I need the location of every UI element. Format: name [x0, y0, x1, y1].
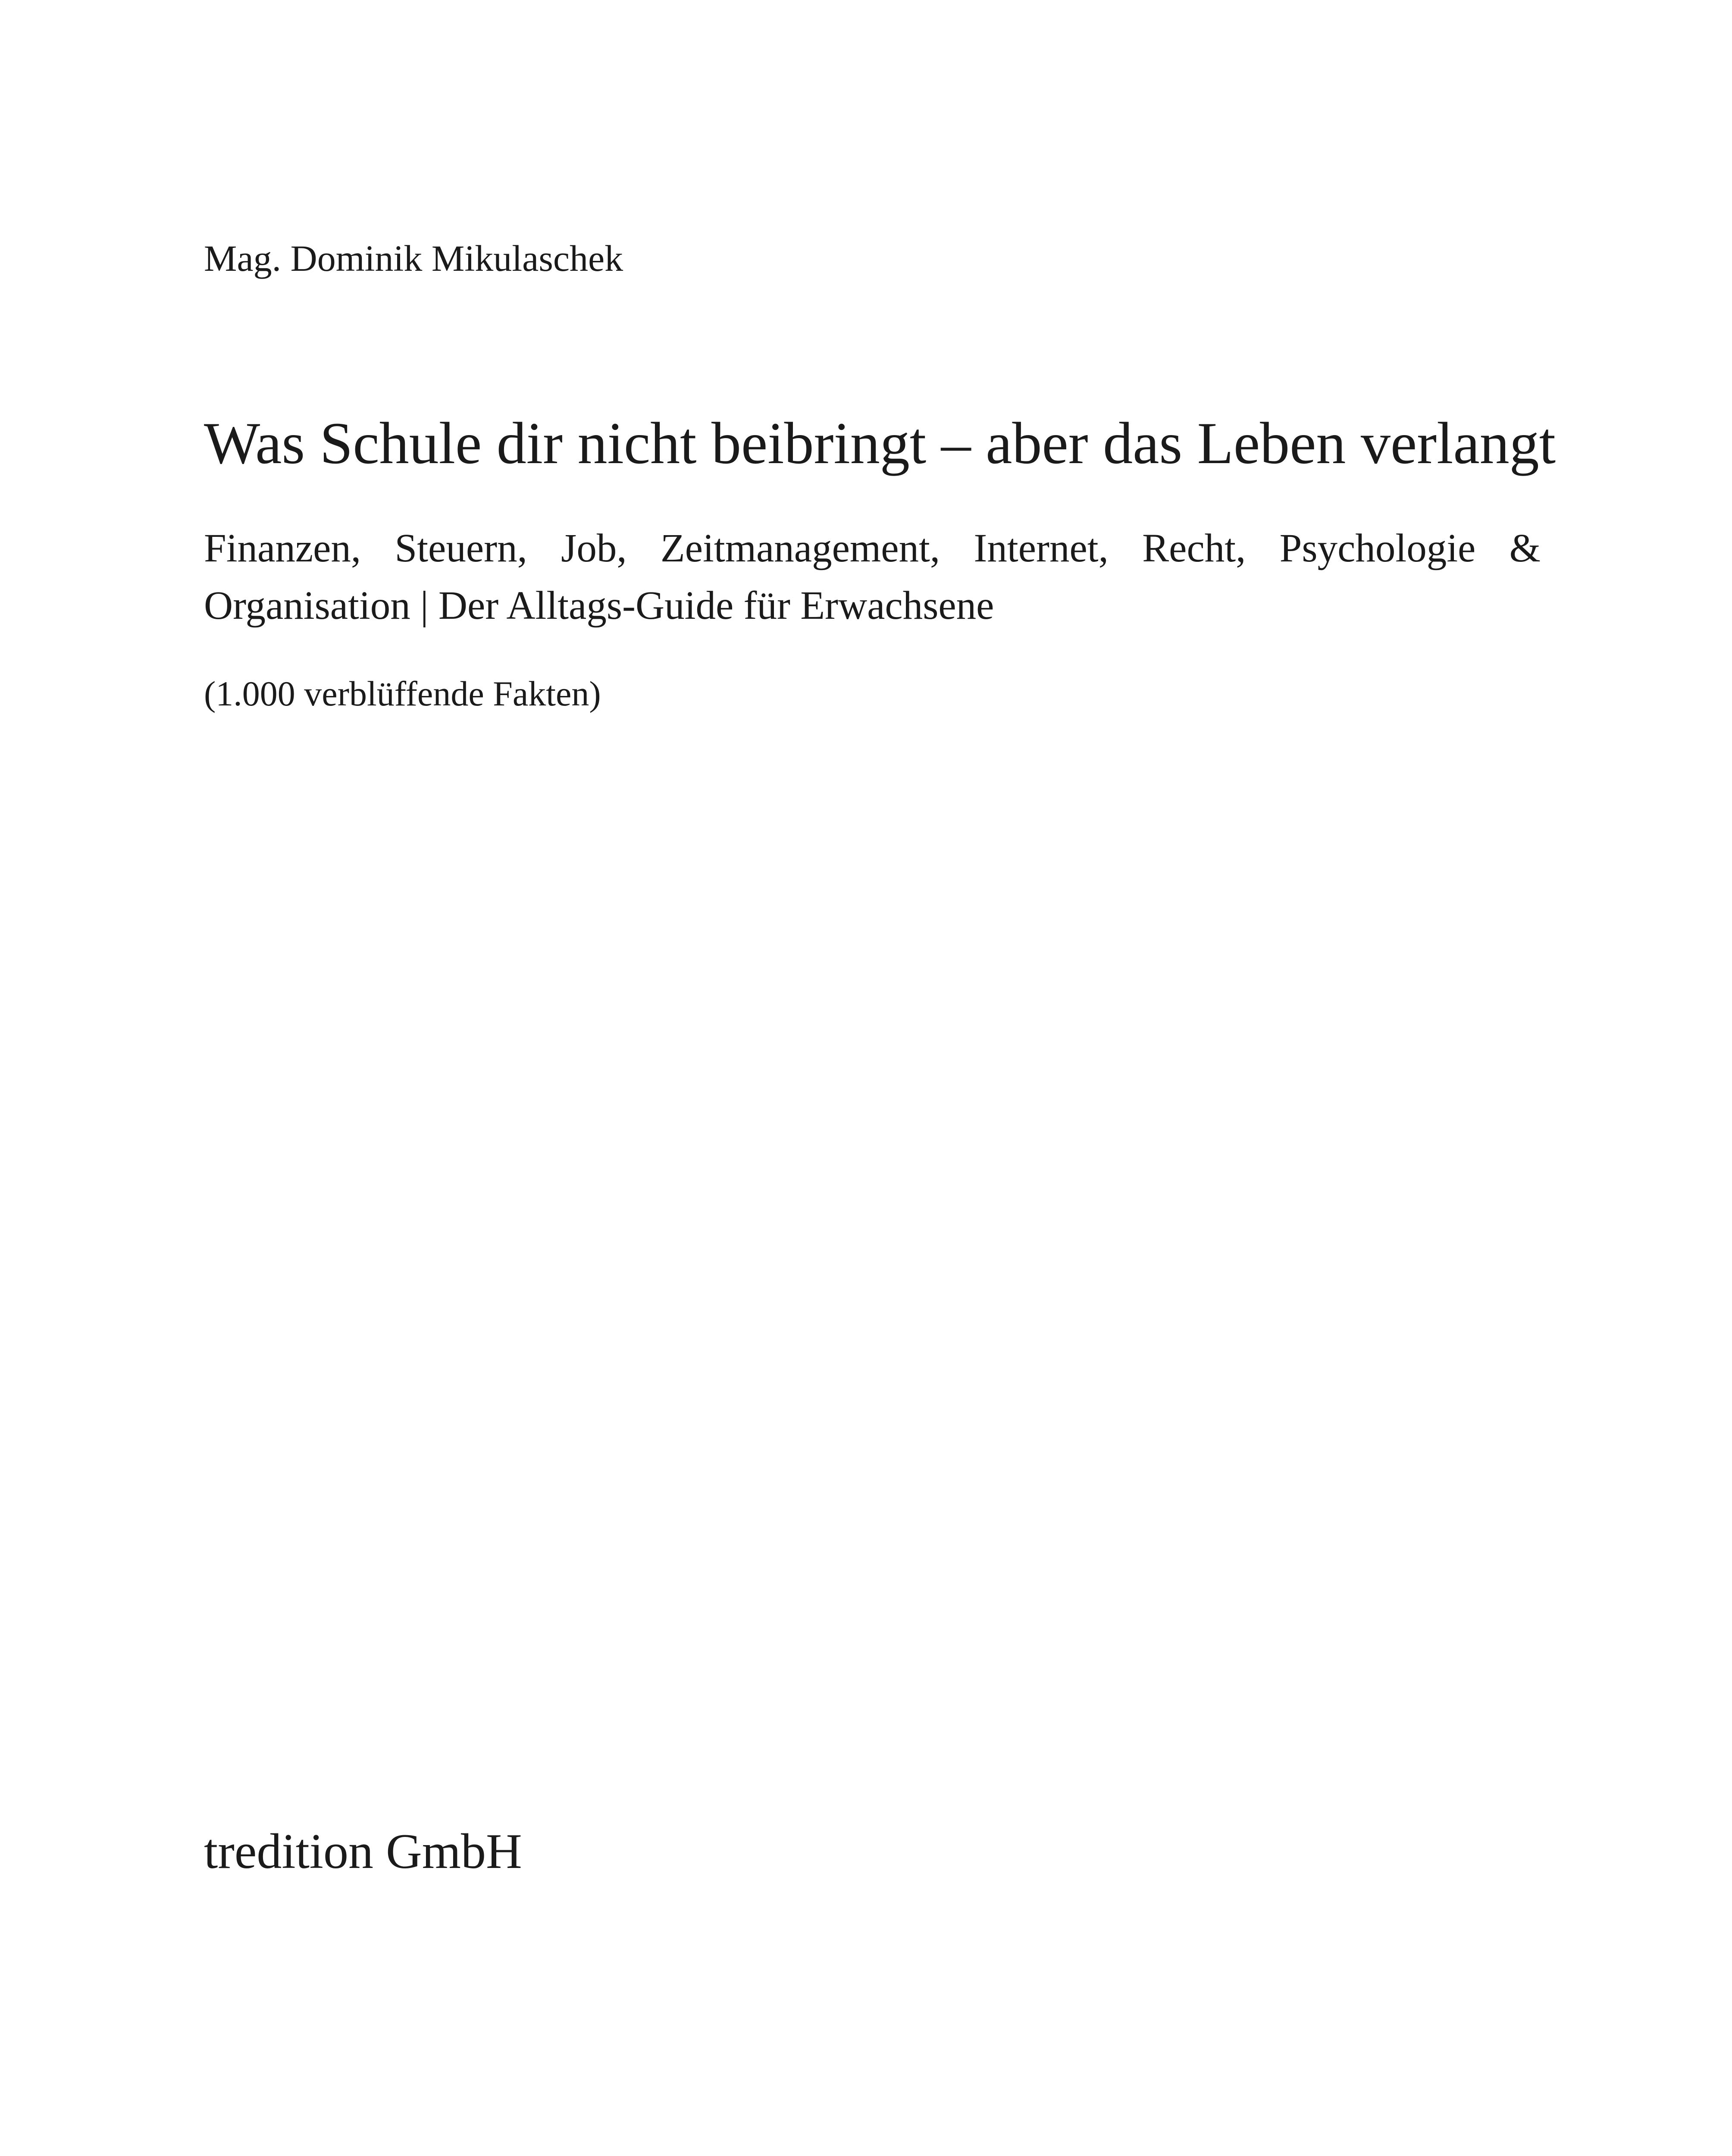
book-note: (1.000 verblüffende Fakten) [204, 674, 601, 713]
publisher-name: tredition GmbH [204, 1824, 522, 1879]
book-subtitle: Finanzen, Steuern, Job, Zeitmanagement, Internet, Recht, Psychologie & Organisation | Der Alltags-Guide für Erwachsene [204, 526, 1541, 628]
book-title: Was Schule dir nicht beibringt – aber das Leben verlangt [204, 410, 1556, 476]
author-name: Mag. Dominik Mikulaschek [204, 238, 623, 279]
